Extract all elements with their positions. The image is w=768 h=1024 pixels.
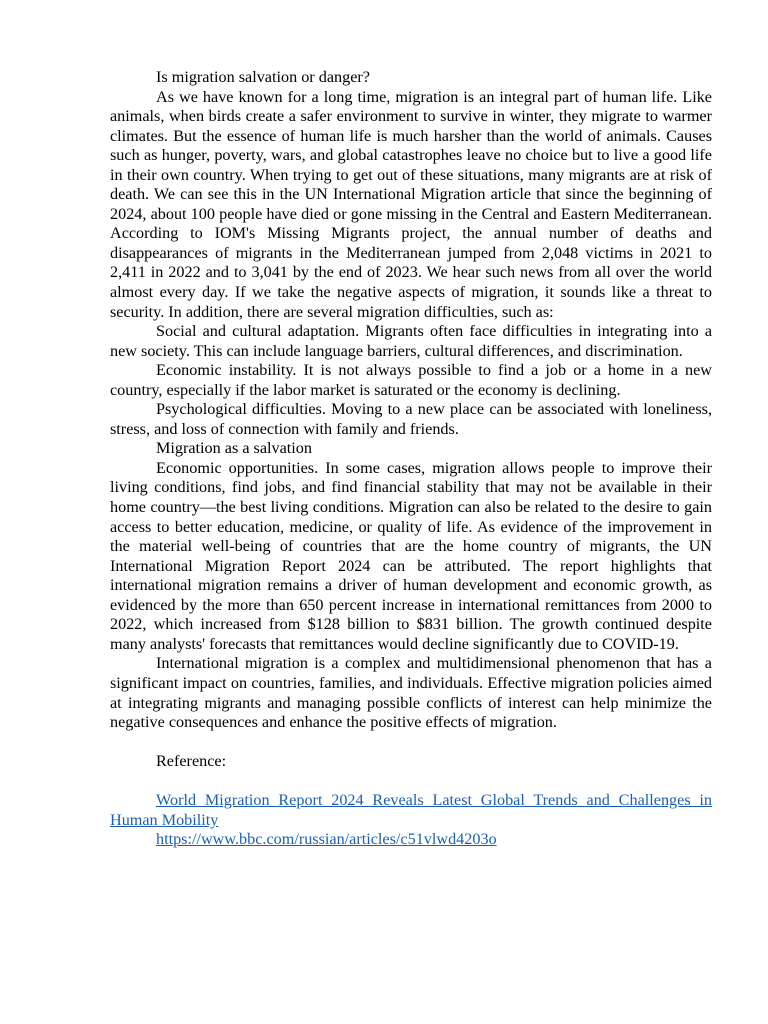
difficulty-paragraph-economic: Economic instability. It is not always possible to find a job or a home in a new country, especially if the labor market is saturated or the economy is declining. bbox=[110, 361, 712, 399]
salvation-heading: Migration as a salvation bbox=[156, 439, 312, 458]
blank-line bbox=[110, 733, 712, 753]
reference-item bbox=[110, 830, 712, 850]
document-page bbox=[110, 68, 712, 850]
reference-link-bbc[interactable]: https://www.bbc.com/russian/articles/c51vlwd4203o bbox=[156, 830, 497, 849]
intro-paragraph: As we have known for a long time, migration is an integral part of human life. Like animals, when birds create a safer environment to survive in winter, they migrate to warmer climates. But the essence of human life is much harsher than the world of animals. Causes such as hunger, poverty, wars, and global catastrophes leave no choice but to live a good life in their own country. When trying to get out of these situations, many migrants are at risk of death. We can see this in the UN International Migration article that since the beginning of 2024, about 100 people have died or gone missing in the Central and Eastern Mediterranean. According to IOM's Missing Migrants project, the annual number of deaths and disappearances of migrants in the Mediterranean jumped from 2,048 victims in 2021 to 2,411 in 2022 and to 3,041 by the end of 2023. We hear such news from all over the world almost every day. If we take the negative aspects of migration, it sounds like a threat to security. In addition, there are several migration difficulties, such as: bbox=[110, 87, 712, 321]
reference-item bbox=[110, 791, 712, 830]
reference-link-report[interactable]: World Migration Report 2024 Reveals Latest Global Trends and Challenges in Human Mobility bbox=[110, 791, 712, 829]
difficulty-paragraph-psychological: Psychological difficulties. Moving to a new place can be associated with loneliness, stress, and loss of connection with family and friends. bbox=[110, 400, 712, 438]
reference-label: Reference: bbox=[156, 752, 227, 771]
document-title: Is migration salvation or danger? bbox=[156, 68, 370, 86]
conclusion-paragraph: International migration is a complex and multidimensional phenomenon that has a significant impact on countries, families, and individuals. Effective migration policies aimed at integrating migrants and managing possible conflicts of interest can help minimize the negative consequences and enhance the positive effects of migration. bbox=[110, 654, 712, 732]
blank-line bbox=[110, 772, 712, 792]
economic-opportunities-paragraph: Economic opportunities. In some cases, migration allows people to improve their living conditions, find jobs, and find financial stability that may not be available in their home country—the best living conditions. Migration can also be related to the desire to gain access to better education, medicine, or quality of life. As evidence of the improvement in the material well-being of countries that are the home country of migrants, the UN International Migration Report 2024 can be attributed. The report highlights that international migration remains a driver of human development and economic growth, as evidenced by the more than 650 percent increase in international remittances from 2000 to 2022, which increased from $128 billion to $831 billion. The growth continued despite many analysts' forecasts that remittances would decline significantly due to COVID-19. bbox=[110, 458, 712, 653]
difficulty-paragraph-social: Social and cultural adaptation. Migrants often face difficulties in integrating into a new society. This can include language barriers, cultural differences, and discrimination. bbox=[110, 322, 712, 360]
